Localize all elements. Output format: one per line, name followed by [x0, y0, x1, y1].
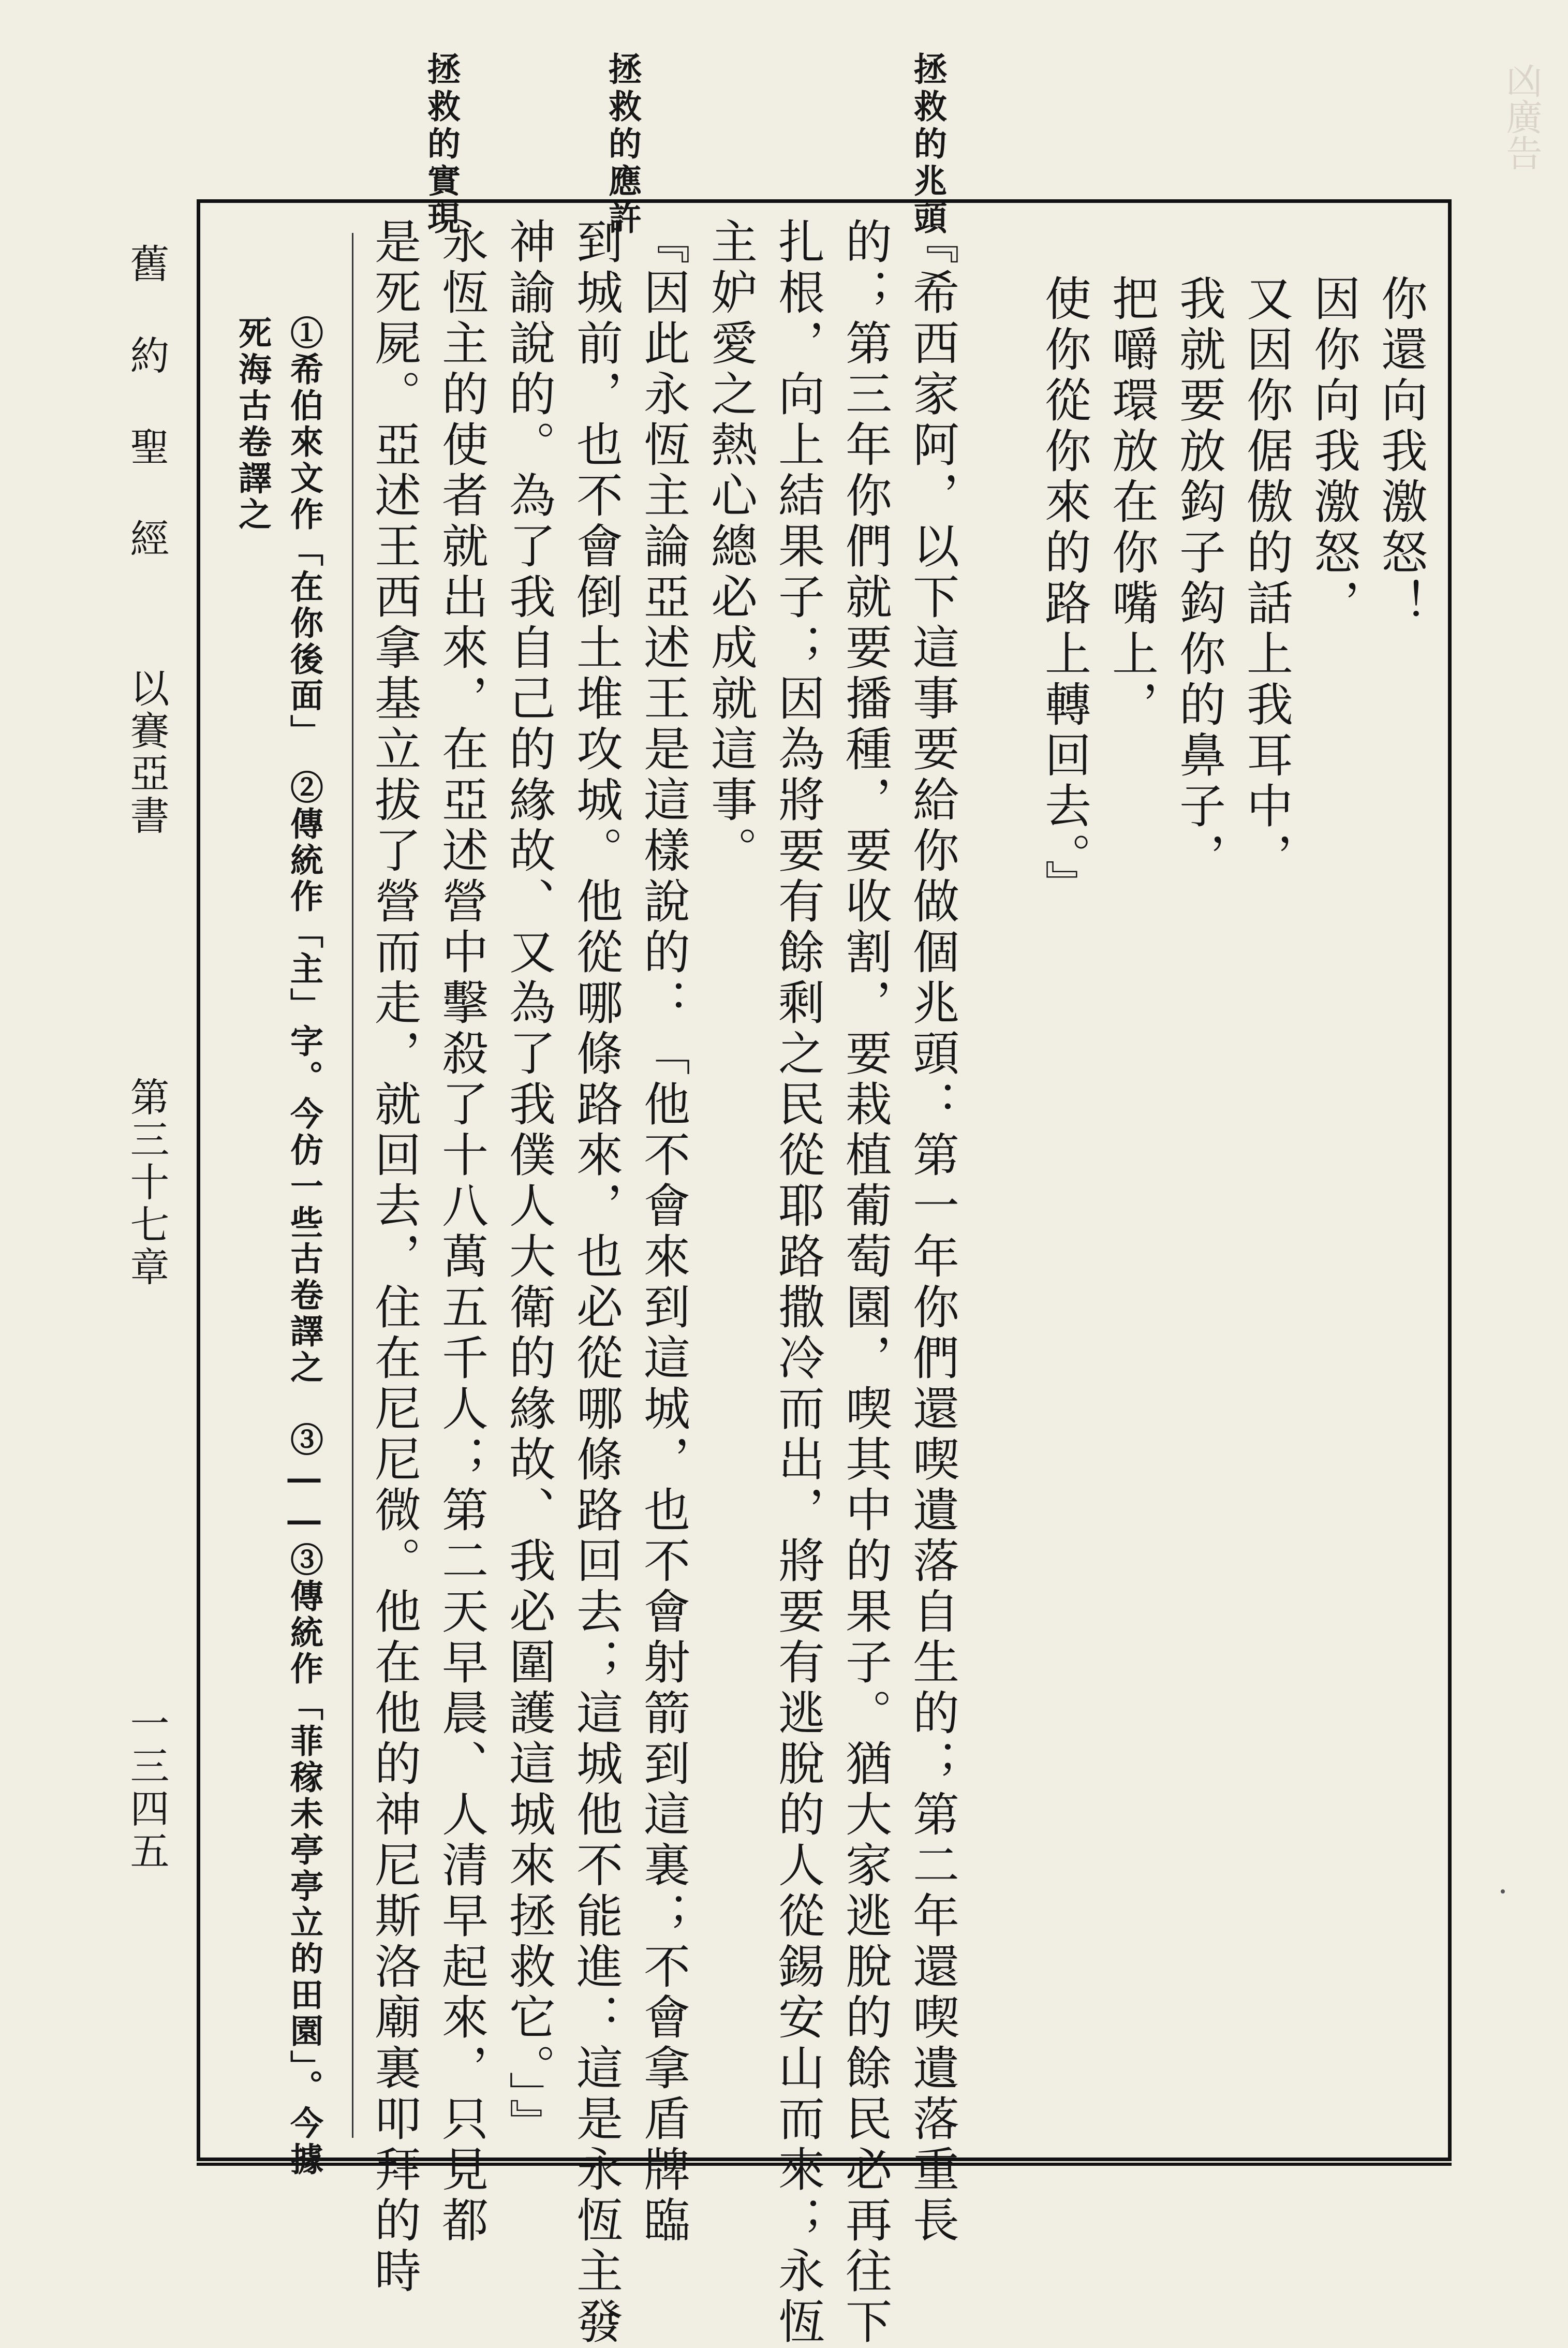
running-header-book: 舊 約 聖 經: [124, 243, 170, 561]
side-note-omen: 拯救的兆頭: [908, 52, 947, 238]
print-speck: [1501, 1889, 1505, 1894]
body-line-3: 又因你倨傲的話上我耳中，: [1238, 274, 1293, 883]
body-line-5: 把嚼環放在你嘴上，: [1104, 274, 1158, 731]
body-line-15: 是死屍。亞述王西拿基立拔了營而走，就回去，住在尼尼微。他在他的神尼斯洛廟裏叩拜的時: [366, 217, 421, 2297]
footnote-line-2: 死海古卷譯之: [233, 316, 272, 533]
body-line-9: 扎根，向上結果子；因為將要有餘剩之民從耶路撒冷而出，將要有逃脫的人從錫安山而來；永恆: [770, 217, 824, 2348]
body-line-7: 『希西家阿，以下這事要給你做個兆頭：第一年你們還喫遺落自生的；第二年還喫遺落重長: [905, 217, 959, 2247]
body-line-2: 因你向我激怒，: [1306, 274, 1360, 629]
footnote-line-1: ①希伯來文作「在你後面」 ②傳統作「主」字。今仿一些古卷譯之 ③――③傳統作「菲稼未亭亭立的田園」。今據: [285, 316, 323, 2178]
bleed-through-text: 凶廣告: [1500, 62, 1543, 171]
footnote-separator: [352, 233, 353, 2138]
running-header-section: 以賽亞書: [124, 668, 170, 838]
body-line-8: 的；第三年你們就要播種，要收割，要栽植葡萄園，喫其中的果子。猶大家逃脫的餘民必再往下: [837, 217, 892, 2348]
side-note-fulfilment: 拯救的實現: [422, 52, 461, 238]
page-number: 一三四五: [124, 1703, 170, 1873]
side-note-promise: 拯救的應許: [603, 52, 642, 238]
body-line-11: 『因此永恆主論亞述王是這樣說的：「他不會來到這城，也不會射箭到這裏；不會拿盾牌臨: [635, 217, 690, 2247]
body-line-4: 我就要放鈎子鈎你的鼻子，: [1171, 274, 1225, 883]
body-line-1: 你還向我激怒！: [1373, 274, 1427, 629]
body-line-10: 主妒愛之熱心總必成就這事。: [703, 217, 757, 877]
body-line-13: 神諭說的。為了我自己的緣故、又為了我僕人大衛的緣故、我必圍護這城來拯救它。」』: [501, 217, 555, 2149]
body-line-14: 永恆主的使者就出來，在亞述營中擊殺了十八萬五千人；第二天早晨、人清早起來，只見都: [434, 217, 488, 2247]
running-header-chapter: 第三十七章: [124, 1077, 170, 1289]
body-line-12: 到城前，也不會倒土堆攻城。他從哪條路來，也必從哪條路回去；這城他不能進：這是永恆主發: [568, 217, 623, 2348]
body-line-6: 使你從你來的路上轉回去。』: [1037, 274, 1091, 911]
